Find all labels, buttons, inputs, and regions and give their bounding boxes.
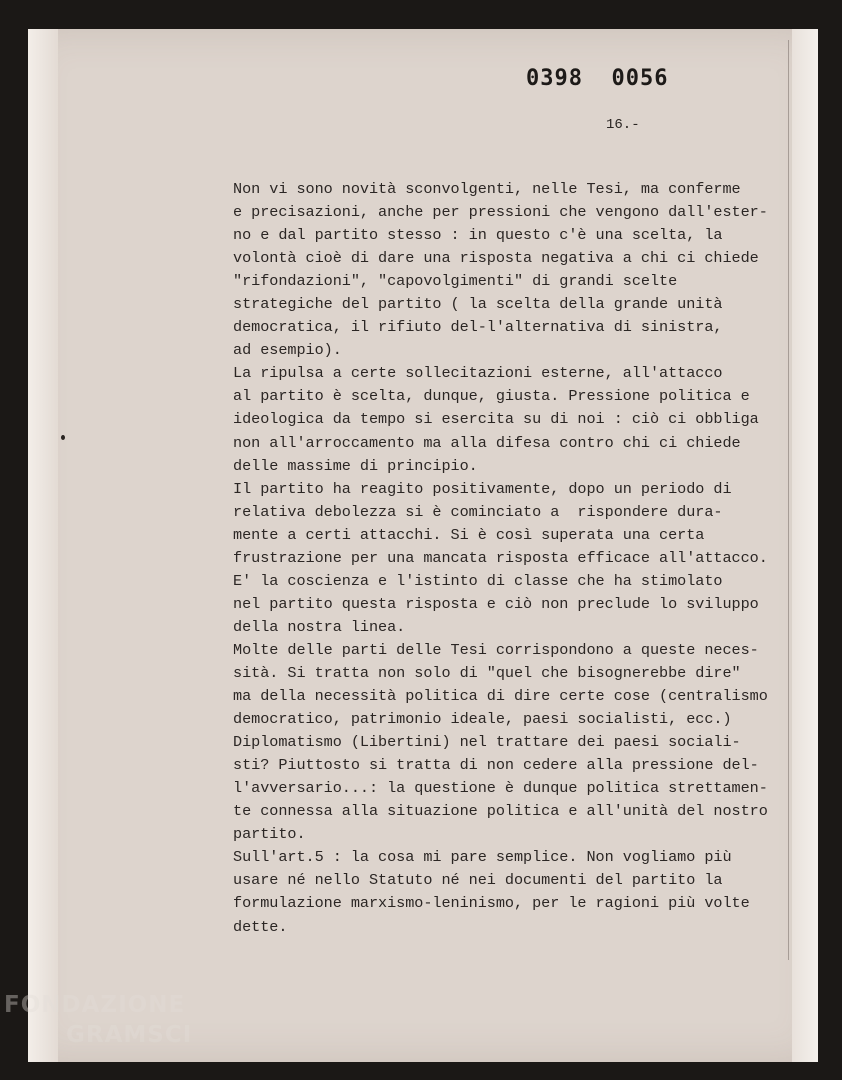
text-line: mente a certi attacchi. Si è così superata una certa	[233, 525, 705, 544]
text-line: non all'arroccamento ma alla difesa contro chi ci chiede	[233, 433, 741, 452]
text-line: frustrazione per una mancata risposta efficace all'attacco.	[233, 548, 768, 567]
paper-right-edge	[792, 29, 818, 1062]
text-line: La ripulsa a certe sollecitazioni esterne, all'attacco	[233, 364, 723, 383]
text-line: della nostra linea.	[233, 617, 406, 636]
text-line: l'avversario...: la questione è dunque politica strettamen-	[233, 779, 768, 798]
text-line: nel partito questa risposta e ciò non preclude lo sviluppo	[233, 594, 759, 613]
text-line: formulazione marxismo-leninismo, per le ragioni più volte	[233, 894, 750, 913]
text-line: al partito è scelta, dunque, giusta. Pressione politica e	[233, 387, 750, 406]
text-line: Non vi sono novità sconvolgenti, nelle Tesi, ma conferme	[233, 180, 741, 198]
watermark-line-2: GRAMSCI	[66, 1022, 193, 1048]
ink-speck	[61, 435, 65, 440]
text-line: dette.	[233, 917, 288, 936]
archive-document-number: 0398 0056	[526, 66, 669, 91]
text-line: sità. Si tratta non solo di "quel che bisognerebbe dire"	[233, 663, 741, 682]
text-line: Diplomatismo (Libertini) nel trattare dei paesi sociali-	[233, 733, 741, 752]
text-line: Molte delle parti delle Tesi corrispondono a queste neces-	[233, 640, 759, 659]
page-number: 16.-	[606, 117, 640, 133]
text-line: ma della necessità politica di dire certe cose (centralismo	[233, 687, 768, 706]
text-line: sti? Piuttosto si tratta di non cedere alla pressione del-	[233, 756, 759, 775]
watermark-logo	[4, 990, 192, 1050]
text-line: Il partito ha reagito positivamente, dopo un periodo di	[233, 479, 732, 498]
text-line: strategiche del partito ( la scelta della grande unità	[233, 295, 723, 314]
text-line: delle massime di principio.	[233, 456, 478, 475]
typed-text-body	[233, 178, 789, 939]
text-line: usare né nello Statuto né nei documenti del partito la	[233, 871, 723, 890]
paper-left-edge	[28, 29, 58, 1062]
text-line: E' la coscienza e l'istinto di classe che ha stimolato	[233, 571, 723, 590]
text-line: volontà cioè di dare una risposta negativa a chi ci chiede	[233, 249, 759, 268]
text-line: ad esempio).	[233, 341, 342, 360]
text-line: ideologica da tempo si esercita su di noi : ciò ci obbliga	[233, 410, 759, 429]
text-line: relativa debolezza si è cominciato a rispondere dura-	[233, 502, 723, 521]
text-line: no e dal partito stesso : in questo c'è una scelta, la	[233, 226, 723, 245]
watermark-line-1: FONDAZIONE	[4, 992, 186, 1018]
text-line: democratico, patrimonio ideale, paesi socialisti, ecc.)	[233, 710, 732, 729]
text-line: te connessa alla situazione politica e all'unità del nostro	[233, 802, 768, 821]
text-line: partito.	[233, 825, 306, 844]
text-line: Sull'art.5 : la cosa mi pare semplice. Non vogliamo più	[233, 848, 732, 867]
text-line: democratica, il rifiuto del-l'alternativa di sinistra,	[233, 318, 723, 337]
text-line: "rifondazioni", "capovolgimenti" di grandi scelte	[233, 272, 678, 291]
text-line: e precisazioni, anche per pressioni che vengono dall'ester-	[233, 203, 768, 222]
